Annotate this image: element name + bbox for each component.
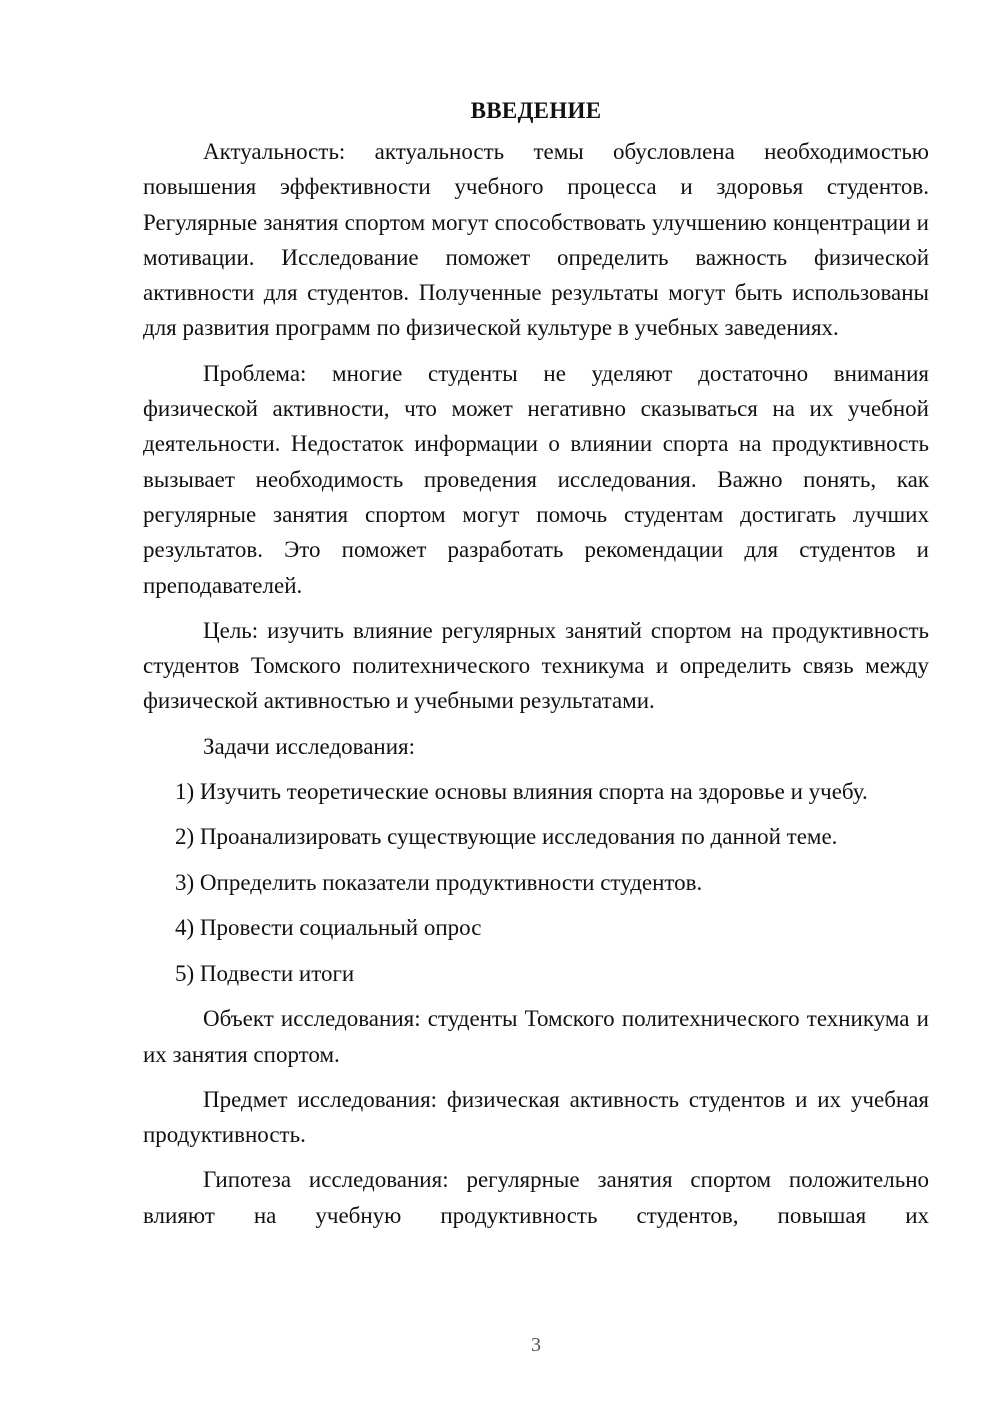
paragraph-goal: Цель: изучить влияние регулярных занятий спортом на продуктивность студентов Томского политехнического техникума и определить связь между физической активностью и учебными результатами. [143, 617, 929, 714]
list-item: 1) Изучить теоретические основы влияния спорта на здоровье и учебу. [175, 778, 868, 804]
paragraph-object: Объект исследования: студенты Томского политехнического техникума и их занятия спортом. [143, 1006, 929, 1067]
list-item: 2) Проанализировать существующие исследования по данной теме. [175, 824, 838, 850]
list-item: 3) Определить показатели продуктивности студентов. [175, 869, 703, 895]
paragraph-hypothesis: Гипотеза исследования: регулярные занятия спортом положительно влияют на учебную продуктивность студентов, повышая их [143, 1167, 929, 1228]
paragraph-problem: Проблема: многие студенты не уделяют достаточно внимания физической активности, что может негативно сказываться на их учебной деятельности. Недостаток информации о влиянии спорта на продуктивность вызывает необходимость проведения исследования. Важно понять, как регулярные занятия спортом могут помочь студентам достигать лучших результатов. Это поможет разработать рекомендации для студентов и преподавателей. [143, 360, 929, 598]
paragraph-subject: Предмет исследования: физическая активность студентов и их учебная продуктивность. [143, 1086, 929, 1148]
paragraph-relevance: Актуальность: актуальность темы обусловлена необходимостью повышения эффективности учебного процесса и здоровья студентов. Регулярные занятия спортом могут способствовать улучшению концентрации и мотивации. Исследование поможет определить важность физической активности для студентов. Полученные результаты могут быть использованы для развития программ по физической культуре в учебных заведениях. [143, 139, 929, 341]
tasks-list [143, 774, 929, 991]
document-body [143, 93, 929, 1233]
page-number: 3 [531, 1334, 541, 1356]
list-item: 4) Провести социальный опрос [175, 915, 482, 941]
tasks-title: Задачи исследования: [203, 733, 416, 759]
section-heading: ВВЕДЕНИЕ [470, 98, 602, 123]
list-item: 5) Подвести итоги [175, 960, 355, 986]
